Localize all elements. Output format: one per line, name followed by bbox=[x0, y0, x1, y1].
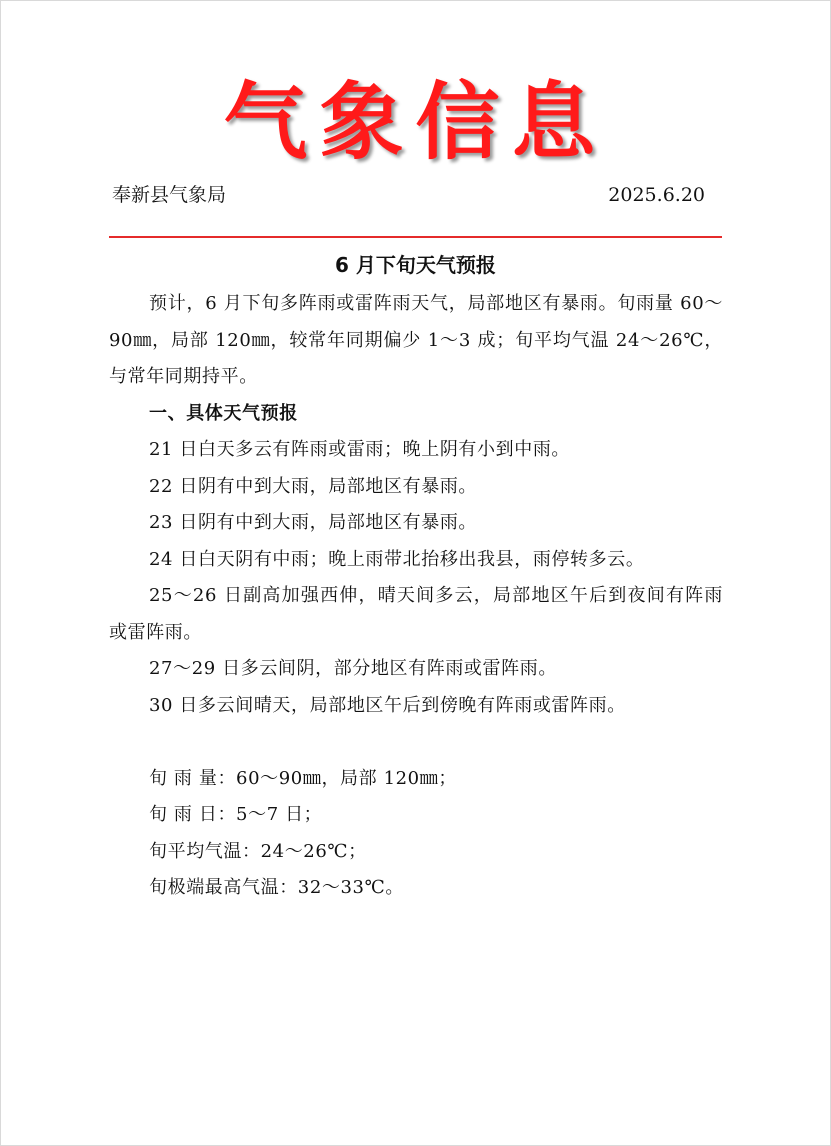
issuer-name: 奉新县气象局 bbox=[112, 184, 227, 206]
issue-date: 2025.6.20 bbox=[608, 184, 705, 206]
intro-paragraph: 预计，6 月下旬多阵雨或雷阵雨天气，局部地区有暴雨。旬雨量 60～90㎜，局部 120㎜，较常年同期偏少 1～3 成；旬平均气温 24～26℃，与常年同期持平。 bbox=[109, 293, 723, 387]
forecast-line: 21 日白天多云有阵雨或雷雨；晚上阴有小到中雨。 bbox=[149, 439, 571, 460]
section-heading: 一、具体天气预报 bbox=[149, 402, 298, 424]
summary-line: 旬极端最高气温：32～33℃。 bbox=[149, 877, 404, 898]
document-body bbox=[109, 286, 723, 907]
forecast-line: 24 日白天阴有中雨；晚上雨带北抬移出我县，雨停转多云。 bbox=[149, 548, 645, 570]
forecast-line: 30 日多云间晴天，局部地区午后到傍晚有阵雨或雷阵雨。 bbox=[149, 694, 626, 716]
document-title: 6 月下旬天气预报 bbox=[335, 253, 496, 277]
summary-line: 旬 雨 日：5～7 日； bbox=[149, 804, 323, 825]
forecast-line: 23 日阴有中到大雨，局部地区有暴雨。 bbox=[149, 512, 478, 533]
forecast-line: 22 日阴有中到大雨，局部地区有暴雨。 bbox=[149, 475, 478, 497]
blank-line bbox=[109, 724, 723, 761]
summary-line: 旬平均气温：24～26℃； bbox=[149, 840, 367, 862]
header-divider bbox=[109, 236, 722, 238]
summary-line: 旬 雨 量：60～90㎜，局部 120㎜； bbox=[149, 767, 457, 789]
forecast-line: 25～26 日副高加强西伸，晴天间多云，局部地区午后到夜间有阵雨或雷阵雨。 bbox=[109, 585, 723, 643]
forecast-line: 27～29 日多云间阴，部分地区有阵雨或雷阵雨。 bbox=[149, 658, 557, 679]
masthead-title: 气象信息 bbox=[223, 73, 608, 171]
